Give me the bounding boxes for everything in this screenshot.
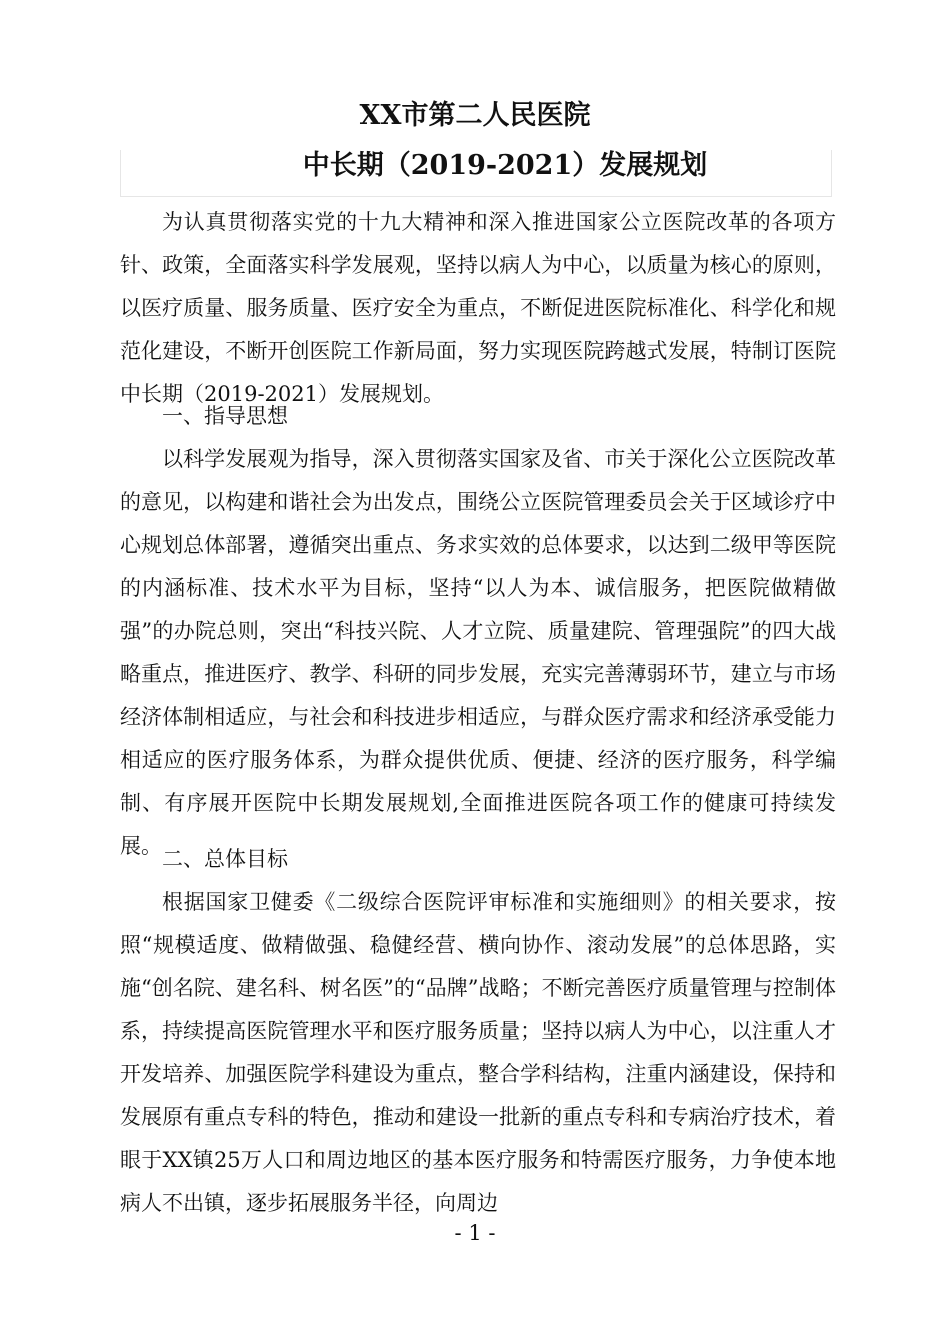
page-number: - 1 -	[454, 1221, 496, 1245]
document-title: XX市第二人民医院	[359, 100, 591, 131]
section-body-overall-goals: 根据国家卫健委《二级综合医院评审标准和实施细则》的相关要求，按照“规模适度、做精做强、稳健经营、横向协作、滚动发展”的总体思路，实施“创名院、建名科、树名医”的“品牌”战略；不断完善医疗质量管理与控制体系，持续提高医院管理水平和医疗服务质量；坚持以病人为中心，以注重人才开发培养、加强医院学科建设为重点，整合学科结构，注重内涵建设，保持和发展原有重点专科的特色，推动和建设一批新的重点专科和专病治疗技术，着眼于XX镇25万人口和周边地区的基本医疗服务和特需医疗服务，力争使本地病人不出镇，逐步拓展服务半径，向周边	[120, 890, 836, 1215]
section-heading-overall-goals: 二、总体目标	[162, 847, 288, 871]
document-subtitle: 中长期（2019-2021）发展规划	[302, 150, 708, 181]
section-body-guiding-ideology: 以科学发展观为指导，深入贯彻落实国家及省、市关于深化公立医院改革的意见，以构建和谐社会为出发点，围绕公立医院管理委员会关于区域诊疗中心规划总体部署，遵循突出重点、务求实效的总体要求，以达到二级甲等医院的内涵标准、技术水平为目标，坚持“以人为本、诚信服务，把医院做精做强”的办院总则，突出“科技兴院、人才立院、质量建院、管理强院”的四大战略重点，推进医疗、教学、科研的同步发展，充实完善薄弱环节，建立与市场经济体制相适应，与社会和科技进步相适应，与群众医疗需求和经济承受能力相适应的医疗服务体系，为群众提供优质、便捷、经济的医疗服务，科学编制、有序展开医院中长期发展规划,全面推进医院各项工作的健康可持续发展。	[120, 447, 836, 858]
intro-paragraph: 为认真贯彻落实党的十九大精神和深入推进国家公立医院改革的各项方针、政策，全面落实科学发展观，坚持以病人为中心，以质量为核心的原则，以医疗质量、服务质量、医疗安全为重点，不断促进医院标准化、科学化和规范化建设，不断开创医院工作新局面，努力实现医院跨越式发展，特制订医院中长期（2019-2021）发展规划。	[120, 210, 836, 406]
section-heading-guiding-ideology: 一、指导思想	[162, 404, 288, 428]
